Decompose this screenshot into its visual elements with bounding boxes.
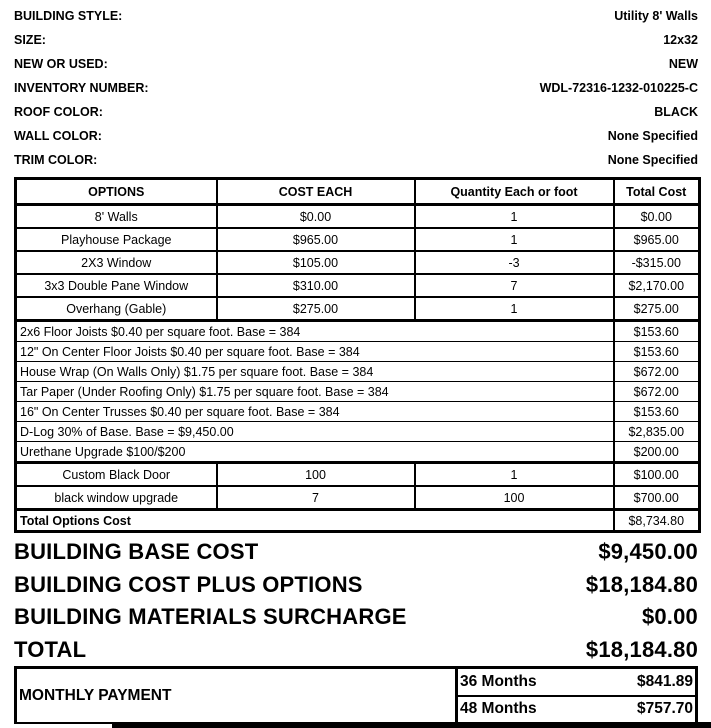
option-cost-each: $105.00 <box>217 251 415 274</box>
field-value: 12x32 <box>663 33 698 47</box>
summary-value: $9,450.00 <box>598 539 698 565</box>
option-total: $672.00 <box>614 362 700 382</box>
field-value: WDL-72316-1232-010225-C <box>539 81 698 95</box>
field-wall-color <box>14 129 698 153</box>
option-cost-each: $965.00 <box>217 228 415 251</box>
option-total: $153.60 <box>614 342 700 362</box>
option-description: 12" On Center Floor Joists $0.40 per square foot. Base = 384 <box>16 342 614 362</box>
option-wide-row <box>16 402 700 422</box>
option-row <box>16 205 700 229</box>
total-options-label: Total Options Cost <box>16 510 614 532</box>
field-label: WALL COLOR: <box>14 129 102 143</box>
option-row <box>16 274 700 297</box>
col-header-cost-each: COST EACH <box>217 179 415 205</box>
field-value: None Specified <box>607 153 698 167</box>
option-name: black window upgrade <box>16 486 217 510</box>
summary-label: TOTAL <box>14 636 87 662</box>
summary-row-total <box>14 634 698 667</box>
field-label: TRIM COLOR: <box>14 153 98 167</box>
summary-row-cost-plus-options <box>14 569 698 602</box>
field-label: ROOF COLOR: <box>14 105 103 119</box>
payment-term-row <box>458 669 695 697</box>
option-name: 3x3 Double Pane Window <box>16 274 217 297</box>
summary-label: BUILDING BASE COST <box>14 539 259 565</box>
option-description: House Wrap (On Walls Only) $1.75 per square foot. Base = 384 <box>16 362 614 382</box>
option-quantity: -3 <box>415 251 614 274</box>
option-cost-each: 7 <box>217 486 415 510</box>
field-trim-color <box>14 153 698 177</box>
col-header-options: OPTIONS <box>16 179 217 205</box>
payment-term-row <box>458 697 695 723</box>
summary-value: $18,184.80 <box>585 571 698 597</box>
payment-amount: $841.89 <box>636 672 693 690</box>
option-quantity: 7 <box>415 274 614 297</box>
option-quantity: 1 <box>415 205 614 229</box>
option-name: 2X3 Window <box>16 251 217 274</box>
option-row <box>16 486 700 510</box>
option-name: Custom Black Door <box>16 463 217 487</box>
field-value: BLACK <box>654 105 698 119</box>
option-name: 8' Walls <box>16 205 217 229</box>
option-row <box>16 297 700 321</box>
option-cost-each: $275.00 <box>217 297 415 321</box>
options-table <box>14 177 701 533</box>
option-description: Urethane Upgrade $100/$200 <box>16 442 614 463</box>
field-size <box>14 33 698 57</box>
option-wide-row <box>16 442 700 463</box>
monthly-payment-label: MONTHLY PAYMENT <box>17 669 458 722</box>
summary-value: $0.00 <box>641 604 698 630</box>
col-header-total-cost: Total Cost <box>614 179 700 205</box>
col-header-quantity: Quantity Each or foot <box>415 179 614 205</box>
field-label: SIZE: <box>14 33 46 47</box>
option-wide-row <box>16 382 700 402</box>
table-header-row <box>16 179 700 205</box>
summary-row-base-cost <box>14 536 698 569</box>
total-options-row <box>16 510 700 532</box>
field-roof-color <box>14 105 698 129</box>
summary-label: BUILDING COST PLUS OPTIONS <box>14 571 363 597</box>
monthly-payment-terms <box>458 669 695 722</box>
option-description: 16" On Center Trusses $0.40 per square foot. Base = 384 <box>16 402 614 422</box>
option-wide-row <box>16 362 700 382</box>
total-options-value: $8,734.80 <box>614 510 700 532</box>
option-quantity: 1 <box>415 297 614 321</box>
field-inventory-number <box>14 81 698 105</box>
field-value: Utility 8' Walls <box>614 9 698 23</box>
option-total: $2,170.00 <box>614 274 700 297</box>
option-total: $100.00 <box>614 463 700 487</box>
option-total: $0.00 <box>614 205 700 229</box>
option-wide-row <box>16 342 700 362</box>
summary-row-materials-surcharge <box>14 601 698 634</box>
header-fields <box>14 9 698 177</box>
option-row <box>16 463 700 487</box>
option-quantity: 100 <box>415 486 614 510</box>
summary-value: $18,184.80 <box>585 636 698 662</box>
option-total: -$315.00 <box>614 251 700 274</box>
field-new-or-used <box>14 57 698 81</box>
option-total: $700.00 <box>614 486 700 510</box>
option-quantity: 1 <box>415 463 614 487</box>
option-total: $153.60 <box>614 321 700 342</box>
payment-term: 48 Months <box>460 700 537 718</box>
field-value: NEW <box>668 57 698 71</box>
option-total: $2,835.00 <box>614 422 700 442</box>
option-cost-each: $0.00 <box>217 205 415 229</box>
option-description: 2x6 Floor Joists $0.40 per square foot. Base = 384 <box>16 321 614 342</box>
option-cost-each: $310.00 <box>217 274 415 297</box>
option-total: $275.00 <box>614 297 700 321</box>
option-quantity: 1 <box>415 228 614 251</box>
field-value: None Specified <box>607 129 698 143</box>
payment-amount: $757.70 <box>636 700 693 718</box>
summary-label: BUILDING MATERIALS SURCHARGE <box>14 604 407 630</box>
option-cost-each: 100 <box>217 463 415 487</box>
option-wide-row <box>16 422 700 442</box>
payment-term: 36 Months <box>460 672 537 690</box>
field-label: INVENTORY NUMBER: <box>14 81 149 95</box>
option-total: $200.00 <box>614 442 700 463</box>
field-building-style <box>14 9 698 33</box>
cropped-next-element <box>112 722 711 728</box>
option-total: $153.60 <box>614 402 700 422</box>
option-total: $965.00 <box>614 228 700 251</box>
field-label: BUILDING STYLE: <box>14 9 123 23</box>
option-description: D-Log 30% of Base. Base = $9,450.00 <box>16 422 614 442</box>
option-name: Playhouse Package <box>16 228 217 251</box>
option-description: Tar Paper (Under Roofing Only) $1.75 per square foot. Base = 384 <box>16 382 614 402</box>
summary-section <box>14 536 698 666</box>
monthly-payment-table <box>14 666 698 724</box>
option-name: Overhang (Gable) <box>16 297 217 321</box>
option-row <box>16 228 700 251</box>
option-wide-row <box>16 321 700 342</box>
option-total: $672.00 <box>614 382 700 402</box>
field-label: NEW OR USED: <box>14 57 108 71</box>
option-row <box>16 251 700 274</box>
